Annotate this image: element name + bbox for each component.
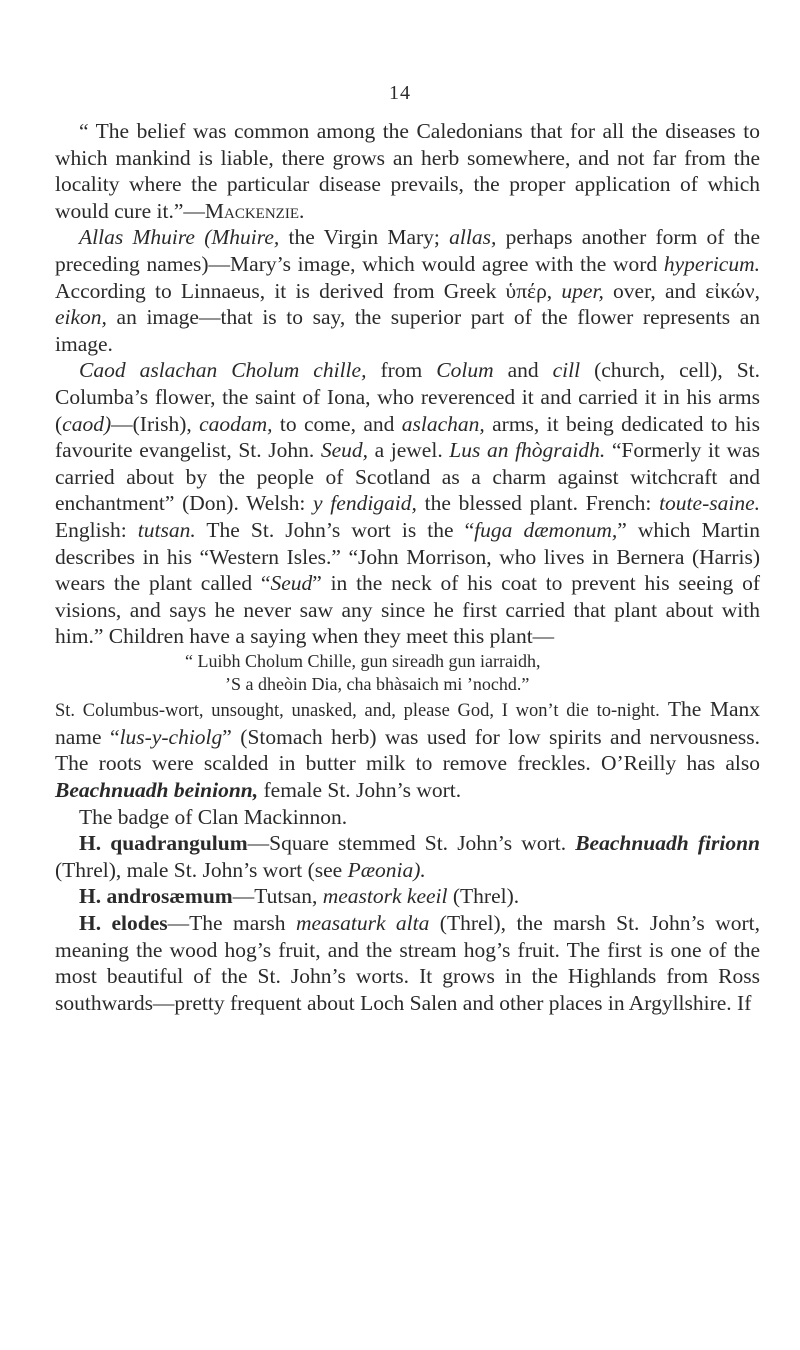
text-run: the blessed plant. French: — [416, 491, 660, 516]
word-caod: caod) — [62, 411, 112, 436]
word-lus-an-fhograidh: Lus an fhògraidh. — [449, 438, 606, 463]
word-eikon: eikon, — [55, 305, 107, 330]
text-run: —Tutsan, — [232, 884, 323, 909]
allas-mhuire-paragraph — [55, 224, 760, 357]
gaelic-verse-line-1: “ Luibh Cholum Chille, gun sireadh gun iarraidh, — [185, 650, 541, 671]
text-run: from — [366, 358, 437, 383]
greek-uper: ὑπέρ, — [505, 278, 553, 303]
caod-aslachan-paragraph — [55, 357, 760, 650]
verse-translation: St. Columbus-wort, unsought, unasked, and, please God, I won’t die to-night. — [55, 700, 660, 721]
text-run: (church, cell), St. Columba’s flower, the saint of Iona, who reverenced it and carried it in his arms ( — [55, 358, 761, 436]
text-run: According to Linnaeus, it is derived from Greek — [55, 278, 506, 303]
word-beachnuadh-firionn: Beachnuadh firionn — [575, 831, 760, 856]
word-caodam: caodam, — [199, 411, 273, 436]
word-uper: uper, — [552, 278, 604, 303]
word-tutsan: tutsan. — [137, 517, 196, 542]
text-run: an image—that is to say, the superior part of the flower represents an image. — [55, 305, 760, 356]
word-paeonia: Pæonia). — [347, 857, 426, 882]
text-run: —The marsh — [167, 911, 296, 936]
text-run: to come, and — [272, 411, 402, 436]
page-body — [55, 118, 760, 1016]
manx-paragraph — [55, 696, 760, 804]
plant-name-caod-aslachan: Caod aslachan Cholum chille, — [79, 358, 367, 383]
species-androsaemum: H. androsæmum — [79, 884, 233, 909]
text-run: The Manx name “ — [55, 696, 760, 749]
text-run: over, and — [603, 278, 706, 303]
text-run: ” in the neck of his coat to prevent his seeing of visions, and says he never saw any since he first carried that plant about with him.” Children have a saying when they meet this plant— — [55, 571, 760, 649]
word-cill: cill — [552, 358, 581, 383]
androsaemum-paragraph — [55, 883, 760, 910]
word-welsh: y fendigaid, — [313, 491, 417, 516]
text-run: (Threl), male St. John’s wort (see — [55, 857, 348, 882]
species-elodes: H. elodes — [79, 911, 168, 936]
page-number: 14 — [389, 82, 411, 104]
text-run: and — [493, 358, 553, 383]
text-run: “Formerly it was carried about by the people of Scotland as a charm against witchcraft and enchantment” (Don). Welsh: — [55, 438, 761, 516]
text-run: the Virgin Mary; — [279, 225, 450, 250]
quote-author: Mackenzie. — [204, 198, 305, 223]
text-run: perhaps another form of the preceding names)—Mary’s image, which would agree with the word — [55, 225, 760, 276]
quadrangulum-paragraph — [55, 830, 760, 883]
text-run: (Threl), the marsh St. John’s wort, meaning the wood hog’s fruit, and the stream hog’s fruit. The first is one of the most beautiful of the St. John’s worts. It grows in the Highlands from Ross southwards—pretty frequent about Loch Salen and other places in Argyllshire. If — [55, 911, 760, 1015]
plant-name-allas-mhuire: Allas Mhuire (Mhuire, — [79, 225, 280, 250]
greek-eikon: εἰκών, — [705, 278, 760, 303]
word-colum: Colum — [436, 358, 494, 383]
elodes-paragraph — [55, 910, 760, 1016]
text-run: ” (Stomach herb) was used for low spirits and nervousness. The roots were scalded in butter milk to remove freckles. O’Reilly has also — [55, 724, 761, 776]
word-hypericum: hypericum. — [663, 251, 760, 276]
text-run: (Threl). — [447, 884, 520, 909]
text-run: The St. John’s wort is the “ — [195, 517, 475, 542]
word-manx: lus-y-chiolg — [119, 724, 223, 749]
word-fuga-daemonum: fuga dæmonum, — [474, 517, 618, 542]
text-run: —Square stemmed St. John’s wort. — [247, 831, 576, 856]
badge-paragraph: The badge of Clan Mackinnon. — [79, 804, 348, 829]
text-run: English: — [55, 517, 138, 542]
text-run: ” which Martin describes in his “Western Isles.” “John Morrison, who lives in Bernera (Harris) wears the plant called “ — [55, 517, 761, 596]
species-quadrangulum: H. quadrangulum — [79, 831, 248, 856]
word-french: toute-saine. — [659, 491, 760, 516]
text-run: arms, it being dedicated to his favourite evangelist, St. John. — [55, 411, 761, 463]
word-meastork-keeil: meastork keeil — [322, 884, 448, 909]
mackenzie-quote — [55, 118, 760, 224]
word-seud: Seud, — [320, 438, 369, 463]
text-run: —(Irish), — [111, 411, 200, 436]
word-beachnuadh-beinionn: Beachnuadh beinionn, — [55, 778, 259, 803]
word-seud-2: Seud — [270, 571, 313, 596]
word-aslachan: aslachan, — [401, 411, 485, 436]
gaelic-verse-line-2: ’S a dheòin Dia, cha bhàsaich mi ’nochd.” — [225, 673, 530, 694]
word-measaturk-alta: measaturk alta — [295, 911, 430, 936]
text-run: female St. John’s wort. — [258, 778, 462, 803]
text-run: a jewel. — [368, 438, 450, 463]
quote-text: “ The belief was common among the Caledonians that for all the diseases to which mankind is liable, there grows an herb somewhere, and not far from the locality where the particular disease prevails, the proper application of which would cure it.”— — [55, 119, 760, 223]
word-allas: allas, — [449, 225, 497, 250]
